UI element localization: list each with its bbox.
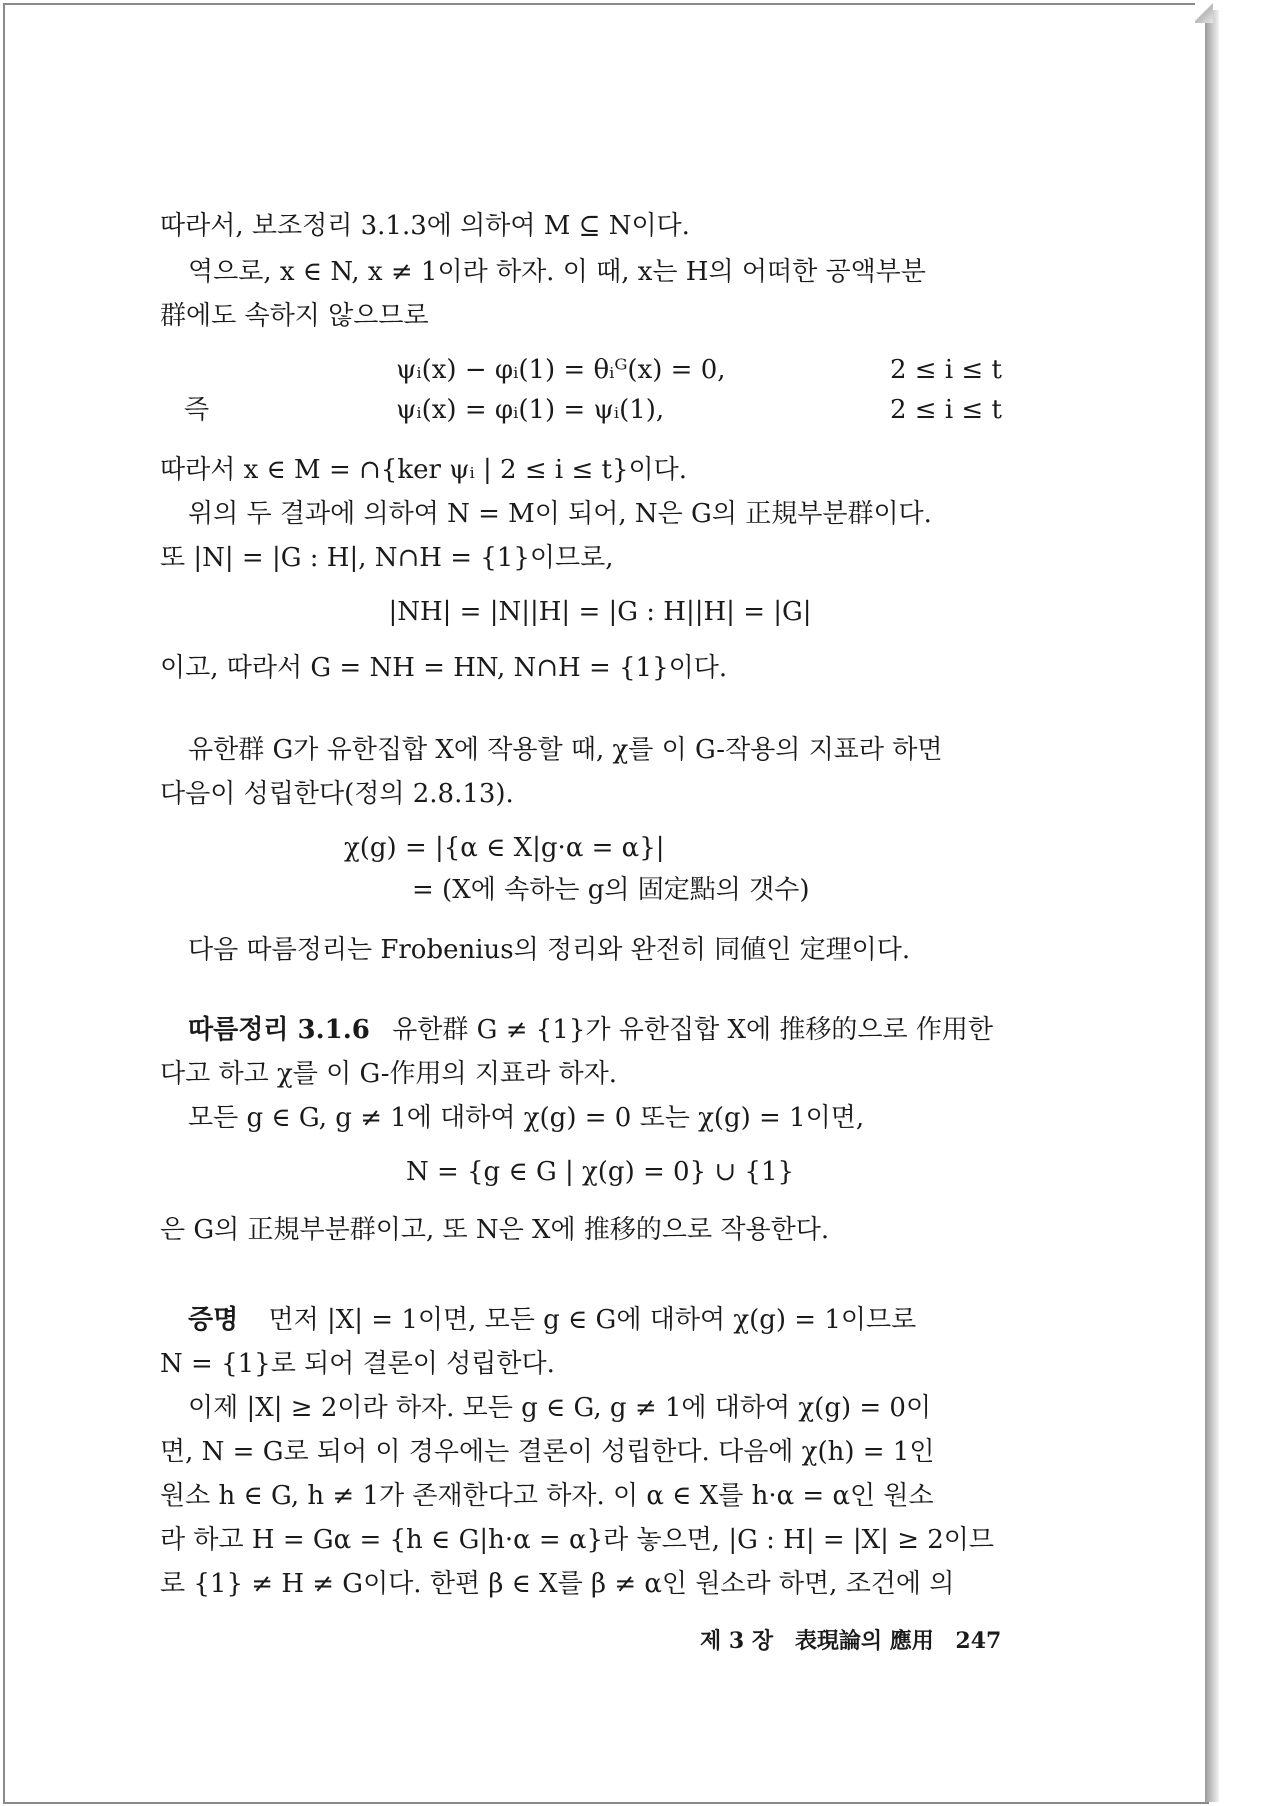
page-number: 247 [955,1628,1002,1654]
proof-text: 먼저 |X| = 1이면, 모든 g ∈ G에 대하여 χ(g) = 1이므로 [268,1305,917,1335]
equation: = (X에 속하는 g의 固定點의 갯수) [412,875,810,905]
text-line: 은 G의 正規부분群이고, 또 N은 X에 推移的으로 작용한다. [160,1215,830,1245]
text-line: 유한群 G가 유한집합 X에 작용할 때, χ를 이 G-작용의 지표라 하면 [188,735,943,765]
equation-condition: 2 ≤ i ≤ t [890,395,1002,425]
proof-line [188,1300,1068,1340]
text-line: 다음이 성립한다(정의 2.8.13). [160,779,514,809]
page-shadow [1205,10,1219,1802]
equation: |NH| = |N||H| = |G : H||H| = |G| [388,597,812,627]
equation: ψᵢ(x) − φᵢ(1) = θᵢᴳ(x) = 0, [396,355,726,385]
corollary-text: 유한群 G ≠ {1}가 유한집합 X에 推移的으로 作用한 [392,1015,993,1045]
equation: ψᵢ(x) = φᵢ(1) = ψᵢ(1), [396,395,665,425]
text-line: 역으로, x ∈ N, x ≠ 1이라 하자. 이 때, x는 H의 어떠한 공액부분 [188,257,926,287]
text-line: 이제 |X| ≥ 2이라 하자. 모든 g ∈ G, g ≠ 1에 대하여 χ(g) = 0이 [188,1393,932,1423]
equation-prefix: 즉 [184,395,210,425]
text-line: 따라서, 보조정리 3.1.3에 의하여 M ⊆ N이다. [160,211,690,241]
text-line: 로 {1} ≠ H ≠ G이다. 한편 β ∈ X를 β ≠ α인 원소라 하면, 조건에 의 [160,1569,955,1599]
corollary-label: 따름정리 3.1.6 [188,1015,370,1045]
equation: N = {g ∈ G | χ(g) = 0} ∪ {1} [405,1157,795,1187]
text-line: 위의 두 결과에 의하여 N = M이 되어, N은 G의 正規부분群이다. [188,499,932,529]
text-line: 따라서 x ∈ M = ∩{ker ψᵢ | 2 ≤ i ≤ t}이다. [160,455,688,485]
text-line: 원소 h ∈ G, h ≠ 1가 존재한다고 하자. 이 α ∈ X를 h·α = α인 원소 [160,1481,934,1511]
text-line: 모든 g ∈ G, g ≠ 1에 대하여 χ(g) = 0 또는 χ(g) = 1이면, [188,1103,865,1133]
text-line: N = {1}로 되어 결론이 성립한다. [160,1349,555,1379]
proof-label: 증명 [188,1305,239,1335]
text-line: 群에도 속하지 않으므로 [160,301,429,331]
text-line: 면, N = G로 되어 이 경우에는 결론이 성립한다. 다음에 χ(h) = 1인 [160,1437,935,1467]
footer-title: 表現論의 應用 [794,1628,934,1654]
footer-chapter: 제 3 장 [700,1628,774,1654]
page-footer [700,1624,1015,1655]
equation: χ(g) = |{α ∈ X|g·α = α}| [344,833,665,863]
text-line: 다음 따름정리는 Frobenius의 정리와 완전히 同値인 定理이다. [188,935,911,965]
corollary-line [188,1010,1068,1050]
text-line: 또 |N| = |G : H|, N∩H = {1}이므로, [160,543,614,573]
text-line: 이고, 따라서 G = NH = HN, N∩H = {1}이다. [160,653,728,683]
text-line: 라 하고 H = Gα = {h ∈ G|h·α = α}라 놓으면, |G : H| = |X| ≥ 2이므 [160,1525,995,1555]
equation-condition: 2 ≤ i ≤ t [890,355,1002,385]
page-corner [1195,3,1213,23]
text-line: 다고 하고 χ를 이 G-作用의 지표라 하자. [160,1059,618,1089]
